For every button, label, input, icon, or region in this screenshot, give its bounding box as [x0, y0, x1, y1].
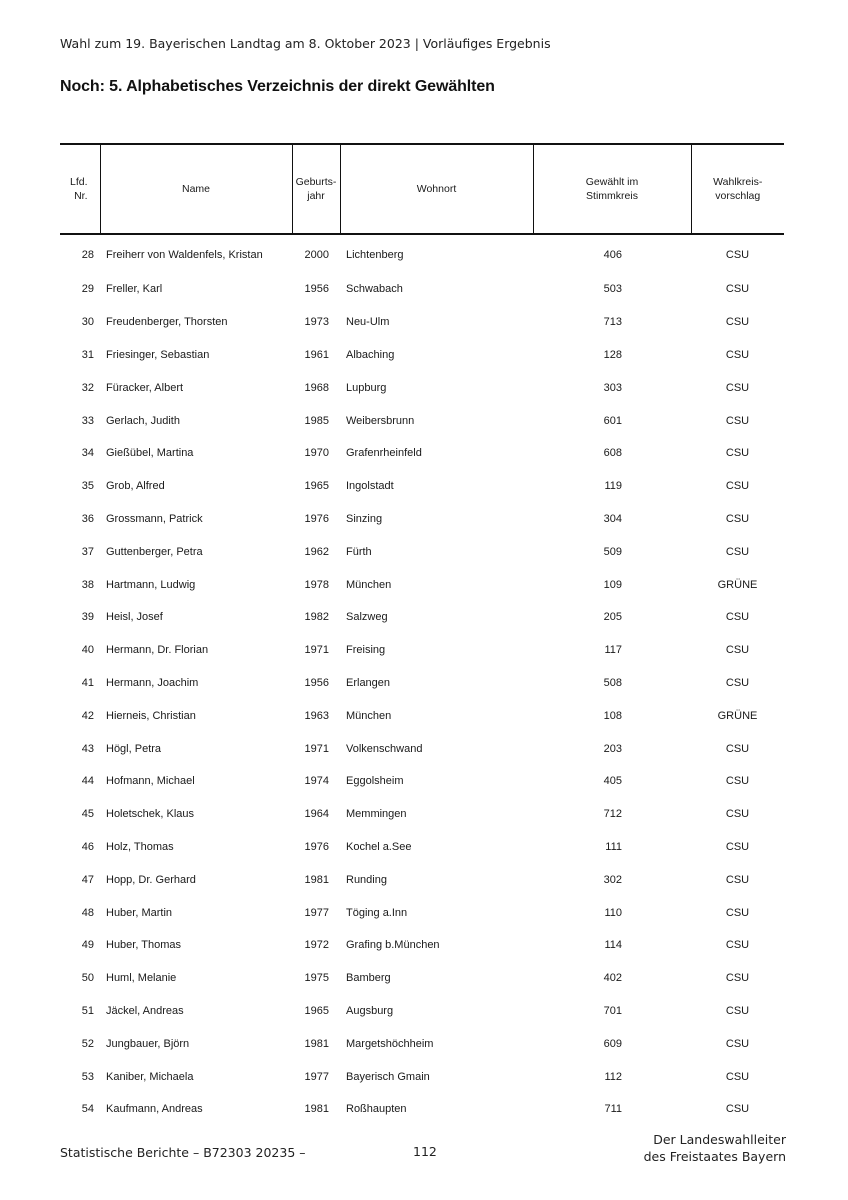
- page-title: Noch: 5. Alphabetisches Verzeichnis der direkt Gewählten: [60, 78, 495, 95]
- cell-name: Högl, Petra: [106, 742, 162, 755]
- table-body: [60, 234, 784, 1126]
- cell-geburtsjahr: 1981: [304, 1103, 329, 1116]
- cell-wahlkreisvorschlag: CSU: [725, 808, 750, 821]
- cell-name: Jäckel, Andreas: [106, 1004, 184, 1017]
- table-row: [60, 601, 784, 634]
- cell-lfd-nr: 47: [81, 873, 94, 886]
- cell-wohnort: Ingolstadt: [346, 480, 394, 493]
- cell-wohnort: Freising: [346, 644, 386, 657]
- cell-wohnort: Grafenrheinfeld: [346, 447, 422, 460]
- cell-name: Huml, Melanie: [106, 972, 177, 985]
- table-row: [60, 896, 784, 929]
- cell-wahlkreisvorschlag: CSU: [725, 611, 750, 624]
- cell-wohnort: Eggolsheim: [346, 775, 404, 788]
- publisher-line-2: des Freistaates Bayern: [643, 1149, 786, 1164]
- cell-wohnort: Neu-Ulm: [346, 316, 390, 329]
- cell-lfd-nr: 45: [81, 808, 94, 821]
- cell-geburtsjahr: 2000: [304, 249, 329, 261]
- cell-name: Grossmann, Patrick: [106, 512, 203, 525]
- cell-name: Holetschek, Klaus: [106, 808, 195, 821]
- table-row: [60, 1093, 784, 1126]
- col-header-wahlkreisvorschlag: Wahlkreis- vorschlag: [691, 144, 784, 234]
- table-row: [60, 437, 784, 470]
- cell-geburtsjahr: 1965: [304, 1004, 329, 1017]
- table-row: [60, 634, 784, 667]
- cell-wohnort: Erlangen: [346, 676, 391, 689]
- cell-wohnort: München: [346, 709, 392, 722]
- cell-wahlkreisvorschlag: CSU: [725, 1037, 750, 1050]
- cell-geburtsjahr: 1964: [304, 808, 329, 821]
- cell-wohnort: Bayerisch Gmain: [346, 1070, 430, 1083]
- cell-name: Hofmann, Michael: [106, 775, 195, 788]
- table-row: [60, 404, 784, 437]
- cell-wohnort: Albaching: [346, 348, 395, 361]
- cell-stimmkreis: 109: [603, 578, 622, 591]
- cell-geburtsjahr: 1981: [304, 873, 329, 886]
- cell-name: Huber, Thomas: [106, 939, 182, 952]
- cell-geburtsjahr: 1956: [304, 676, 329, 689]
- cell-lfd-nr: 33: [81, 414, 94, 427]
- cell-lfd-nr: 36: [81, 512, 94, 525]
- cell-lfd-nr: 44: [81, 775, 94, 788]
- cell-stimmkreis: 701: [603, 1004, 622, 1017]
- cell-geburtsjahr: 1978: [304, 578, 329, 591]
- cell-lfd-nr: 43: [81, 742, 94, 755]
- table-row: [60, 306, 784, 339]
- cell-wahlkreisvorschlag: CSU: [725, 545, 750, 558]
- table-row: [60, 765, 784, 798]
- cell-wohnort: München: [346, 578, 392, 591]
- cell-name: Hierneis, Christian: [106, 709, 196, 722]
- cell-name: Hartmann, Ludwig: [106, 578, 196, 591]
- table-row: [60, 273, 784, 306]
- cell-name: Huber, Martin: [106, 906, 173, 919]
- table-row: [60, 863, 784, 896]
- cell-name: Hermann, Joachim: [106, 676, 199, 689]
- table-row: [60, 535, 784, 568]
- cell-wohnort: Kochel a.See: [346, 840, 412, 853]
- cell-lfd-nr: 39: [81, 611, 94, 624]
- cell-stimmkreis: 114: [604, 939, 622, 952]
- table-row: [60, 831, 784, 864]
- cell-wahlkreisvorschlag: CSU: [725, 480, 750, 493]
- cell-stimmkreis: 119: [604, 480, 622, 493]
- cell-name: Gerlach, Judith: [106, 414, 180, 427]
- cell-wahlkreisvorschlag: CSU: [725, 775, 750, 788]
- cell-wohnort: Roßhaupten: [346, 1103, 407, 1116]
- cell-geburtsjahr: 1985: [304, 414, 329, 427]
- footer-series: Statistische Berichte – B72303 20235 –: [60, 1145, 306, 1160]
- cell-wahlkreisvorschlag: CSU: [725, 447, 750, 460]
- cell-wohnort: Volkenschwand: [346, 742, 423, 755]
- cell-name: Hermann, Dr. Florian: [106, 644, 209, 657]
- cell-name: Grob, Alfred: [106, 480, 165, 493]
- table-row: [60, 1060, 784, 1093]
- cell-name: Heisl, Josef: [106, 611, 163, 624]
- cell-name: Hopp, Dr. Gerhard: [106, 873, 196, 886]
- cell-name: Freudenberger, Thorsten: [106, 316, 228, 329]
- cell-lfd-nr: 40: [81, 644, 94, 657]
- cell-name: Kaufmann, Andreas: [106, 1103, 203, 1116]
- cell-stimmkreis: 713: [603, 316, 622, 329]
- col-header-stimmkreis: Gewählt im Stimmkreis: [533, 144, 691, 234]
- cell-geburtsjahr: 1981: [304, 1037, 329, 1050]
- table-row: [60, 995, 784, 1028]
- cell-name: Gießübel, Martina: [106, 447, 194, 460]
- cell-geburtsjahr: 1975: [304, 972, 329, 985]
- cell-stimmkreis: 302: [603, 873, 622, 886]
- table-row: [60, 699, 784, 732]
- cell-wahlkreisvorschlag: GRÜNE: [717, 578, 758, 591]
- cell-wohnort: Margetshöchheim: [346, 1037, 434, 1050]
- cell-wohnort: Weibersbrunn: [346, 414, 415, 427]
- cell-wohnort: Schwabach: [346, 283, 403, 296]
- cell-geburtsjahr: 1977: [304, 906, 329, 919]
- cell-name: Friesinger, Sebastian: [106, 348, 210, 361]
- cell-stimmkreis: 108: [603, 709, 622, 722]
- cell-geburtsjahr: 1971: [304, 644, 329, 657]
- cell-geburtsjahr: 1961: [304, 348, 329, 361]
- cell-wahlkreisvorschlag: GRÜNE: [717, 709, 758, 722]
- table-row: [60, 667, 784, 700]
- table-row: [60, 1027, 784, 1060]
- cell-geburtsjahr: 1962: [304, 545, 329, 558]
- cell-lfd-nr: 37: [81, 545, 94, 558]
- cell-wahlkreisvorschlag: CSU: [725, 1070, 750, 1083]
- cell-stimmkreis: 111: [605, 840, 622, 853]
- cell-geburtsjahr: 1963: [304, 709, 329, 722]
- cell-lfd-nr: 50: [81, 972, 94, 985]
- cell-name: Füracker, Albert: [106, 381, 184, 394]
- cell-wahlkreisvorschlag: CSU: [725, 381, 750, 394]
- cell-wahlkreisvorschlag: CSU: [725, 972, 750, 985]
- cell-wahlkreisvorschlag: CSU: [725, 283, 750, 296]
- cell-stimmkreis: 509: [603, 545, 622, 558]
- cell-geburtsjahr: 1965: [304, 480, 329, 493]
- table-row: [60, 503, 784, 536]
- cell-stimmkreis: 402: [603, 972, 622, 985]
- cell-stimmkreis: 203: [603, 742, 622, 755]
- cell-stimmkreis: 117: [604, 644, 622, 657]
- cell-lfd-nr: 54: [81, 1103, 94, 1116]
- cell-wohnort: Töging a.Inn: [346, 906, 408, 919]
- elected-table-container: [60, 143, 784, 1126]
- cell-wahlkreisvorschlag: CSU: [725, 316, 750, 329]
- cell-stimmkreis: 304: [603, 512, 622, 525]
- running-header: Wahl zum 19. Bayerischen Landtag am 8. Oktober 2023 | Vorläufiges Ergebnis: [60, 36, 551, 51]
- table-row: [60, 339, 784, 372]
- cell-wahlkreisvorschlag: CSU: [725, 1103, 750, 1116]
- cell-lfd-nr: 52: [81, 1037, 94, 1050]
- cell-wahlkreisvorschlag: CSU: [725, 512, 750, 525]
- cell-lfd-nr: 49: [81, 939, 94, 952]
- cell-wahlkreisvorschlag: CSU: [725, 873, 750, 886]
- cell-lfd-nr: 46: [81, 840, 94, 853]
- cell-name: Guttenberger, Petra: [106, 545, 203, 558]
- cell-wohnort: Memmingen: [346, 808, 407, 821]
- cell-wahlkreisvorschlag: CSU: [725, 742, 750, 755]
- cell-stimmkreis: 112: [604, 1070, 622, 1083]
- col-header-lfd-nr: Lfd. Nr.: [60, 144, 100, 234]
- cell-wahlkreisvorschlag: CSU: [725, 348, 750, 361]
- cell-lfd-nr: 31: [81, 348, 94, 361]
- cell-lfd-nr: 34: [81, 447, 94, 460]
- cell-wahlkreisvorschlag: CSU: [725, 939, 750, 952]
- cell-name: Kaniber, Michaela: [106, 1070, 194, 1083]
- cell-lfd-nr: 30: [81, 316, 94, 329]
- cell-wohnort: Lichtenberg: [346, 249, 404, 261]
- cell-stimmkreis: 508: [603, 676, 622, 689]
- cell-stimmkreis: 205: [603, 611, 622, 624]
- publisher-line-1: Der Landeswahlleiter: [653, 1132, 786, 1147]
- cell-wohnort: Runding: [346, 873, 387, 886]
- table-row: [60, 929, 784, 962]
- cell-wahlkreisvorschlag: CSU: [725, 414, 750, 427]
- cell-lfd-nr: 53: [81, 1070, 94, 1083]
- cell-wohnort: Fürth: [346, 545, 372, 558]
- cell-geburtsjahr: 1972: [304, 939, 329, 952]
- table-row: [60, 568, 784, 601]
- cell-wahlkreisvorschlag: CSU: [725, 249, 750, 261]
- cell-stimmkreis: 601: [603, 414, 622, 427]
- cell-wohnort: Sinzing: [346, 512, 383, 525]
- table-row: [60, 732, 784, 765]
- cell-stimmkreis: 712: [603, 808, 622, 821]
- cell-stimmkreis: 405: [603, 775, 622, 788]
- table-header: [60, 144, 784, 234]
- cell-geburtsjahr: 1971: [304, 742, 329, 755]
- page-number: 112: [413, 1144, 437, 1159]
- cell-lfd-nr: 29: [81, 283, 94, 296]
- cell-stimmkreis: 503: [603, 283, 622, 296]
- cell-wahlkreisvorschlag: CSU: [725, 644, 750, 657]
- cell-stimmkreis: 609: [603, 1037, 622, 1050]
- cell-wohnort: Bamberg: [346, 972, 391, 985]
- table-row: [60, 470, 784, 503]
- cell-wahlkreisvorschlag: CSU: [725, 676, 750, 689]
- cell-name: Freller, Karl: [106, 283, 163, 296]
- cell-stimmkreis: 711: [604, 1103, 622, 1116]
- cell-wohnort: Augsburg: [346, 1004, 394, 1017]
- cell-geburtsjahr: 1968: [304, 381, 329, 394]
- cell-geburtsjahr: 1976: [304, 840, 329, 853]
- col-header-name: Name: [100, 144, 292, 234]
- cell-lfd-nr: 28: [81, 249, 94, 261]
- cell-lfd-nr: 35: [81, 480, 94, 493]
- col-header-geburtsjahr: Geburts- jahr: [292, 144, 340, 234]
- cell-wohnort: Grafing b.München: [346, 939, 440, 952]
- cell-stimmkreis: 303: [603, 381, 622, 394]
- cell-lfd-nr: 51: [81, 1004, 94, 1017]
- cell-lfd-nr: 38: [81, 578, 94, 591]
- cell-name: Holz, Thomas: [106, 840, 174, 853]
- cell-stimmkreis: 128: [603, 348, 622, 361]
- cell-stimmkreis: 608: [603, 447, 622, 460]
- cell-geburtsjahr: 1970: [304, 447, 329, 460]
- cell-geburtsjahr: 1982: [304, 611, 329, 624]
- cell-wohnort: Lupburg: [346, 381, 387, 394]
- elected-table: [60, 143, 784, 1126]
- col-header-wohnort: Wohnort: [340, 144, 533, 234]
- cell-name: Freiherr von Waldenfels, Kristan: [106, 249, 263, 261]
- cell-lfd-nr: 41: [81, 676, 94, 689]
- table-row: [60, 371, 784, 404]
- cell-lfd-nr: 48: [81, 906, 94, 919]
- cell-wahlkreisvorschlag: CSU: [725, 1004, 750, 1017]
- cell-lfd-nr: 32: [81, 381, 94, 394]
- cell-geburtsjahr: 1976: [304, 512, 329, 525]
- cell-stimmkreis: 110: [604, 906, 622, 919]
- cell-stimmkreis: 406: [603, 249, 622, 261]
- cell-wahlkreisvorschlag: CSU: [725, 906, 750, 919]
- cell-geburtsjahr: 1973: [304, 316, 329, 329]
- cell-name: Jungbauer, Björn: [106, 1037, 190, 1050]
- table-row: [60, 962, 784, 995]
- cell-geburtsjahr: 1977: [304, 1070, 329, 1083]
- cell-lfd-nr: 42: [81, 709, 94, 722]
- table-row: [60, 234, 784, 273]
- cell-geburtsjahr: 1956: [304, 283, 329, 296]
- footer-publisher: [644, 1131, 786, 1165]
- cell-wohnort: Salzweg: [346, 611, 388, 624]
- cell-geburtsjahr: 1974: [304, 775, 329, 788]
- cell-wahlkreisvorschlag: CSU: [725, 840, 750, 853]
- table-row: [60, 798, 784, 831]
